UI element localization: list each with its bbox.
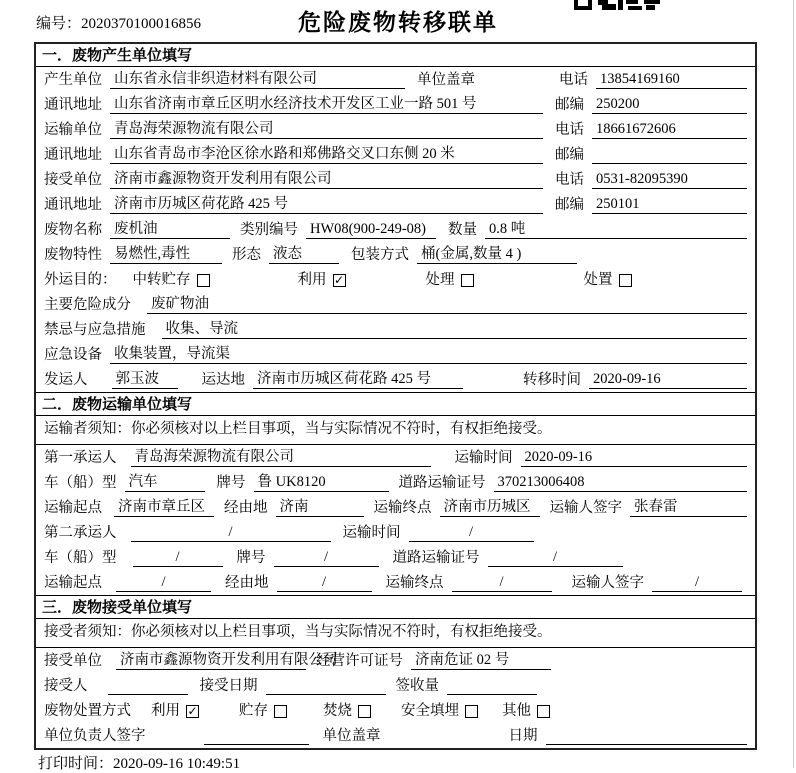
checkbox-option — [323, 702, 371, 720]
print-time-value: 2020-09-16 10:49:51 — [113, 756, 241, 772]
field-value: 山东省济南市章丘区明水经济技术开发区工业一路 501 号 — [110, 95, 543, 114]
field-label: 电话 — [555, 122, 584, 138]
field-value: 济南市鑫源物资开发利用有限公司 — [110, 170, 543, 189]
field-label: 运输起点 — [44, 575, 102, 591]
field-label: 废物处置方式 — [44, 703, 131, 719]
field-label: 邮编 — [555, 97, 584, 113]
field-label: 产生单位 — [44, 72, 102, 88]
field-value: 济南市鑫源物资开发利用有限公司 — [116, 651, 306, 670]
field-value: / — [277, 573, 372, 592]
checkbox-label: 其他 — [502, 703, 531, 719]
form-row — [36, 495, 755, 520]
field-label: 类别编号 — [240, 222, 298, 238]
form-row — [36, 267, 755, 292]
checkbox-label: 利用 — [151, 703, 180, 719]
field-label: 运输起点 — [44, 500, 102, 516]
field-label: 接受单位 — [44, 172, 102, 188]
field-value: HW08(900-249-08) — [306, 220, 436, 239]
section-note: 运输者须知：你必须核对以上栏目事项，当与实际情况不符时，有权拒绝接受。 — [36, 416, 755, 445]
field-label: 道路运输证号 — [392, 550, 480, 566]
field-value — [592, 146, 747, 164]
field-label: 单位盖章 — [417, 72, 475, 88]
field-value: 收集装置，导流渠 — [110, 345, 747, 364]
field-value — [546, 727, 748, 745]
section-waste-transporter — [36, 392, 755, 595]
checkbox-label: 焚烧 — [323, 703, 352, 719]
checkbox-checked-icon: ✓ — [187, 703, 198, 718]
field-value: / — [452, 573, 552, 592]
field-label: 运输终点 — [385, 575, 444, 591]
form-row — [36, 242, 755, 267]
section-note: 接受者须知：你必须核对以上栏目事项，当与实际情况不符时，有权拒绝接受。 — [36, 619, 755, 648]
form-row — [36, 723, 755, 748]
form-row — [36, 545, 755, 570]
field-label: 道路运输证号 — [398, 475, 486, 491]
field-label: 接受日期 — [199, 678, 258, 694]
form-row — [36, 445, 755, 470]
field-label: 电话 — [555, 172, 584, 188]
field-value: / — [274, 548, 379, 567]
field-value: / — [409, 523, 534, 542]
field-label: 形态 — [232, 247, 261, 263]
checkbox-checked-icon: ✓ — [333, 272, 345, 287]
print-time-label: 打印时间： — [38, 756, 114, 772]
section-waste-receiver — [36, 595, 755, 748]
field-value: 济南市历城区 — [440, 498, 540, 517]
field-label: 经由地 — [225, 575, 269, 591]
field-value: 250200 — [592, 95, 747, 114]
form-row — [36, 292, 755, 317]
checkbox-label: 中转贮存 — [132, 272, 191, 288]
field-label: 应急设备 — [44, 347, 102, 363]
field-label: 第一承运人 — [44, 450, 117, 466]
field-label: 接受单位 — [44, 653, 102, 669]
field-value: 桶(金属,数量 4 ) — [417, 245, 577, 264]
checkbox-option — [133, 271, 210, 289]
checkbox-option — [401, 702, 478, 720]
field-value: 青岛海荣源物流有限公司 — [131, 448, 431, 467]
field-label: 运输单位 — [44, 122, 102, 138]
field-value — [447, 677, 537, 695]
field-label: 签收量 — [395, 678, 439, 694]
field-label: 单位盖章 — [322, 728, 381, 744]
field-label: 包装方式 — [351, 247, 409, 263]
field-label: 电话 — [559, 72, 588, 88]
field-value — [204, 727, 309, 745]
checkbox-option — [239, 702, 287, 720]
field-value: 2020-09-16 — [521, 448, 748, 467]
form-row — [36, 217, 755, 242]
field-label: 运输人签字 — [549, 500, 622, 516]
section-title-waste-receiver: 三．废物接受单位填写 — [36, 595, 755, 619]
field-label: 运输人签字 — [571, 575, 644, 591]
field-value: / — [488, 548, 623, 567]
checkbox-unchecked-icon — [465, 705, 478, 718]
transfer-form-table — [34, 42, 757, 750]
form-row — [36, 673, 755, 698]
checkbox-unchecked-icon — [358, 705, 371, 718]
checkbox-unchecked-icon — [461, 274, 474, 287]
field-value: 济南市章丘区 — [114, 498, 214, 517]
field-label: 运输终点 — [373, 500, 432, 516]
field-value: 13854169160 — [596, 70, 747, 89]
checkbox-option — [584, 271, 632, 289]
section-title-waste-transporter: 二．废物运输单位填写 — [36, 392, 755, 416]
field-value: 济南危证 02 号 — [411, 651, 551, 670]
checkbox-option — [298, 271, 346, 289]
field-value: 山东省青岛市李沧区徐水路和郑佛路交叉口东侧 20 米 — [110, 145, 543, 164]
field-value: 山东省永信非织造材料有限公司 — [110, 70, 405, 89]
field-label: 发运人 — [44, 372, 88, 388]
field-label: 废物特性 — [44, 247, 102, 263]
checkbox-label: 贮存 — [239, 703, 268, 719]
field-label: 运输时间 — [454, 450, 513, 466]
field-value — [108, 677, 188, 695]
field-value: 2020-09-16 — [589, 370, 747, 389]
field-value: 易燃性,毒性 — [110, 245, 222, 264]
field-label: 通讯地址 — [44, 147, 102, 163]
checkbox-unchecked-icon — [537, 705, 550, 718]
field-value: / — [116, 573, 211, 592]
field-value: 收集、导流 — [162, 320, 748, 339]
qr-code-fragment — [574, 0, 660, 10]
field-label: 废物名称 — [44, 222, 102, 238]
field-value: 液态 — [269, 245, 339, 264]
form-row — [36, 167, 755, 192]
checkbox-unchecked-icon — [197, 274, 210, 287]
field-label: 主要危险成分 — [44, 297, 131, 313]
form-row — [36, 117, 755, 142]
field-value: 郭玉波 — [112, 370, 178, 389]
field-value: / — [133, 548, 223, 567]
form-row — [36, 367, 755, 392]
form-row — [36, 520, 755, 545]
field-value: 废矿物油 — [147, 295, 747, 314]
field-label: 运达地 — [201, 372, 245, 388]
serial-label: 编号： — [36, 16, 82, 32]
field-label: 牌号 — [216, 475, 246, 491]
field-value: 张春雷 — [630, 498, 747, 517]
serial-number: 2020370100016856 — [81, 16, 202, 32]
field-value: 青岛海荣源物流有限公司 — [110, 120, 543, 139]
checkbox-label: 处理 — [425, 272, 455, 288]
field-label: 外运目的： — [44, 272, 117, 288]
form-row — [36, 698, 755, 723]
form-row — [36, 142, 755, 167]
field-value: 济南市历城区荷花路 425 号 — [253, 370, 463, 389]
field-value: 370213006408 — [494, 473, 748, 492]
field-value: 济南 — [276, 498, 364, 517]
field-label: 车（船）型 — [44, 475, 117, 491]
field-label: 运输时间 — [342, 525, 401, 541]
field-value: 汽车 — [125, 473, 205, 492]
field-label: 邮编 — [555, 147, 584, 163]
checkbox-label: 安全填埋 — [401, 703, 459, 719]
page-title: 危险废物转移联单 — [298, 9, 498, 35]
field-label: 经营许可证号 — [316, 653, 403, 669]
field-label: 接受人 — [44, 678, 88, 694]
field-value: 济南市历城区荷花路 425 号 — [110, 195, 543, 214]
checkbox-label: 处置 — [583, 272, 613, 288]
field-label: 牌号 — [236, 550, 266, 566]
field-label: 通讯地址 — [44, 197, 102, 213]
form-row — [36, 570, 755, 595]
field-value: 18661672606 — [592, 120, 747, 139]
form-row — [36, 648, 755, 673]
section-waste-generator — [36, 44, 755, 392]
field-label: 单位负责人签字 — [44, 728, 146, 744]
form-row — [36, 92, 755, 117]
checkbox-label: 利用 — [297, 272, 327, 288]
field-value — [266, 677, 386, 695]
checkbox-option — [151, 702, 199, 720]
field-label: 经由地 — [224, 500, 268, 516]
form-row — [36, 192, 755, 217]
form-row — [36, 317, 755, 342]
checkbox-option — [502, 702, 550, 720]
field-label: 邮编 — [555, 197, 584, 213]
checkbox-option — [426, 271, 474, 289]
field-label: 通讯地址 — [44, 97, 102, 113]
document-header — [0, 0, 796, 42]
field-value: 250101 — [592, 195, 747, 214]
field-label: 日期 — [508, 728, 538, 744]
field-value: 0.8 吨 — [485, 220, 747, 239]
field-value: 鲁 UK8120 — [254, 473, 389, 492]
section-title-waste-generator: 一．废物产生单位填写 — [36, 44, 755, 67]
checkbox-unchecked-icon — [274, 705, 287, 718]
field-value: / — [131, 523, 331, 542]
field-label: 车（船）型 — [44, 550, 117, 566]
field-value: 废机油 — [110, 220, 230, 239]
checkbox-unchecked-icon — [619, 274, 632, 287]
form-row — [36, 67, 755, 92]
field-value: / — [652, 573, 742, 592]
form-row — [36, 342, 755, 367]
field-label: 转移时间 — [523, 372, 581, 388]
field-label: 第二承运人 — [44, 525, 117, 541]
field-value: 0531-82095390 — [592, 170, 747, 189]
print-time-line — [38, 752, 240, 773]
form-row — [36, 470, 755, 495]
field-label: 数量 — [448, 222, 477, 238]
field-label: 禁忌与应急措施 — [44, 322, 146, 338]
